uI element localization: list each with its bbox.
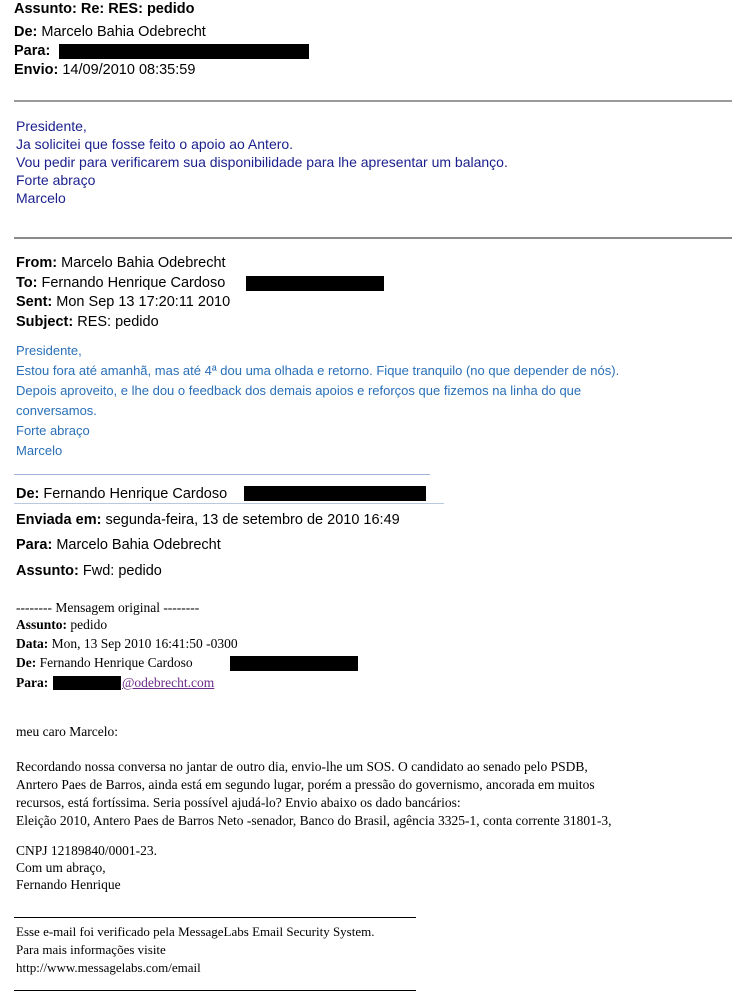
forward-from-label: De:: [16, 486, 40, 502]
original-from: Fernando Henrique Cardoso: [39, 655, 193, 670]
reply2-to-label: To:: [16, 275, 38, 291]
forward-subject-line: [16, 562, 162, 581]
original-cnpj: CNPJ 12189840/0001-23.: [16, 843, 158, 858]
body-line: Eleição 2010, Antero Paes de Barros Neto -senador, Banco do Brasil, agência 3325-1, conta corrente 31801-3,: [16, 813, 612, 828]
original-separator: -------- Mensagem original --------: [16, 600, 200, 615]
forward-from: Fernando Henrique Cardoso: [43, 486, 228, 502]
body-line: Ja solicitei que fosse feito o apoio ao Antero.: [16, 136, 294, 152]
reply1-subject-label: Assunto:: [14, 1, 77, 17]
divider: [14, 237, 732, 239]
original-from-line: [16, 654, 193, 672]
body-line: Anrtero Paes de Barros, ainda está em segundo lugar, porém a pressão do governismo, ancorada em muitos: [16, 777, 595, 792]
redacted-address: [230, 656, 358, 671]
reply1-from: Marcelo Bahia Odebrecht: [41, 24, 206, 40]
reply2-subject-line: [16, 313, 159, 332]
forward-subject-label: Assunto:: [16, 563, 79, 579]
reply1-from-line: [14, 23, 206, 42]
redacted-address: [53, 676, 121, 690]
original-subject: pedido: [70, 617, 108, 632]
body-line: Forte abraço: [16, 172, 96, 188]
redacted-address: [246, 276, 384, 291]
body-line: conversamos.: [16, 403, 97, 418]
reply1-sent-line: [14, 61, 195, 80]
original-subject-label: Assunto:: [16, 617, 68, 632]
original-greeting: meu caro Marcelo:: [16, 724, 118, 739]
original-subject-line: [16, 616, 107, 634]
forward-subject: Fwd: pedido: [82, 563, 162, 579]
reply2-body: [16, 341, 619, 461]
footer-line: Para mais informações visite: [16, 942, 166, 957]
body-line: Estou fora até amanhã, mas até 4ª dou uma olhada e retorno. Fique tranquilo (no que depender de nós).: [16, 363, 620, 378]
reply2-from: Marcelo Bahia Odebrecht: [61, 255, 226, 271]
divider: [14, 990, 416, 991]
reply2-subject: RES: pedido: [77, 314, 159, 330]
forward-sent-line: [16, 511, 400, 530]
body-line: Depois aproveito, e lhe dou o feedback dos demais apoios e reforços que fizemos na linha do que: [16, 383, 582, 398]
original-from-label: De:: [16, 655, 37, 670]
original-date-line: [16, 635, 238, 653]
body-line: Vou pedir para verificarem sua disponibilidade para lhe apresentar um balanço.: [16, 154, 508, 170]
reply1-subject: Re: RES: pedido: [80, 1, 195, 17]
forward-to-line: [16, 536, 221, 555]
divider: [14, 503, 444, 504]
reply1-to-line: [14, 42, 50, 61]
body-line: Presidente,: [16, 343, 82, 358]
divider: [14, 100, 732, 102]
reply2-sent: Mon Sep 13 17:20:11 2010: [56, 294, 231, 310]
reply2-from-label: From:: [16, 255, 58, 271]
body-line: Presidente,: [16, 118, 87, 134]
forward-from-line: [16, 485, 227, 504]
footer: [16, 923, 374, 977]
reply1-from-label: De:: [14, 24, 38, 40]
original-signature: Fernando Henrique: [16, 877, 121, 892]
forward-to-label: Para:: [16, 537, 53, 553]
reply1-sent: 14/09/2010 08:35:59: [62, 62, 196, 78]
footer-line: Esse e-mail foi verificado pela MessageLabs Email Security System.: [16, 924, 375, 939]
reply1-subject-line: [14, 0, 194, 19]
forward-sent: segunda-feira, 13 de setembro de 2010 16:49: [105, 512, 400, 528]
original-body: [16, 758, 612, 830]
reply1-sent-label: Envio:: [14, 62, 59, 78]
footer-line: http://www.messagelabs.com/email: [16, 960, 201, 975]
body-line: Forte abraço: [16, 423, 90, 438]
forward-sent-label: Enviada em:: [16, 512, 102, 528]
body-line: Marcelo: [16, 190, 66, 206]
body-line: Marcelo: [16, 443, 63, 458]
reply1-body: [16, 117, 508, 207]
original-to-email-link[interactable]: @odebrecht.com: [122, 675, 215, 690]
original-to-label: Para:: [16, 675, 49, 690]
reply2-to: Fernando Henrique Cardoso: [41, 275, 226, 291]
reply1-to-label: Para:: [14, 43, 51, 59]
forward-to: Marcelo Bahia Odebrecht: [56, 537, 221, 553]
body-line: recursos, está fortíssima. Seria possível ajudá-lo? Envio abaixo os dado bancários:: [16, 795, 461, 810]
reply2-to-line: [16, 274, 225, 293]
redacted-address: [59, 44, 309, 59]
original-closing: Com um abraço,: [16, 860, 106, 875]
divider: [14, 917, 416, 918]
reply2-sent-label: Sent:: [16, 294, 53, 310]
original-date-label: Data:: [16, 636, 49, 651]
reply2-subject-label: Subject:: [16, 314, 74, 330]
original-date: Mon, 13 Sep 2010 16:41:50 -0300: [51, 636, 238, 651]
body-line: Recordando nossa conversa no jantar de outro dia, envio-lhe um SOS. O candidato ao senado pelo PSDB,: [16, 759, 588, 774]
reply2-sent-line: [16, 293, 230, 312]
reply2-from-line: [16, 254, 226, 273]
original-to-line: [16, 674, 48, 692]
divider: [14, 474, 430, 475]
redacted-address: [244, 486, 426, 501]
